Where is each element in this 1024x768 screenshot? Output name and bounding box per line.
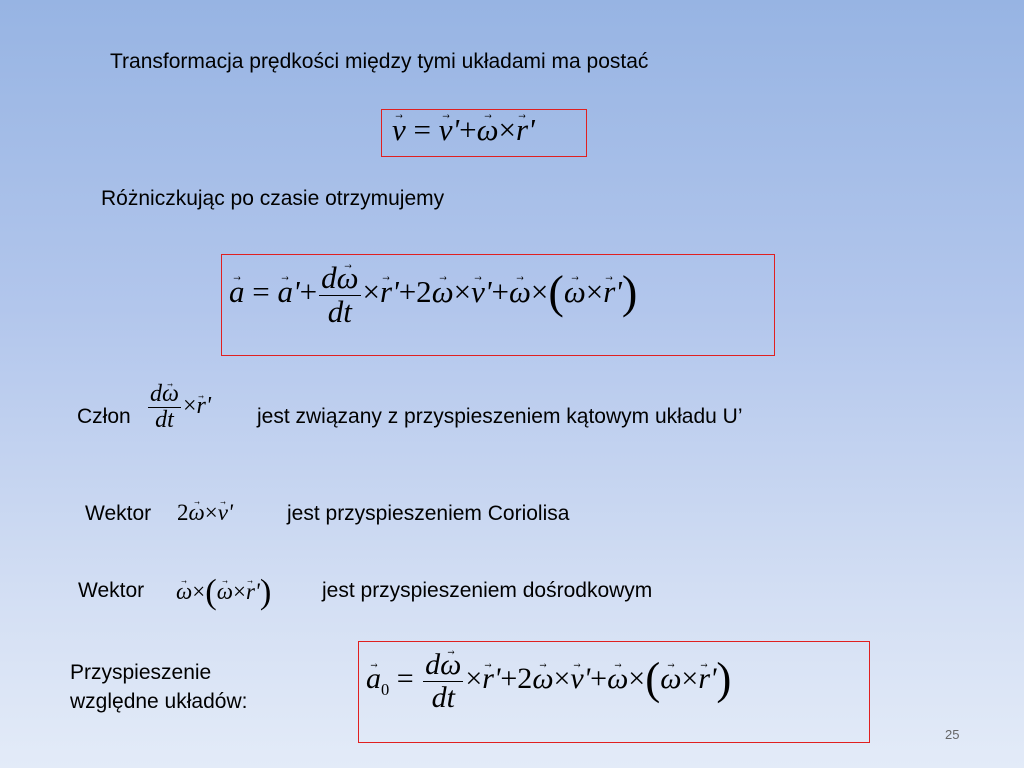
wektor-centripetal-label: Wektor bbox=[78, 579, 145, 602]
coriolis-term: 2→ ω×→ v' bbox=[177, 500, 233, 526]
centripetal-description: jest przyspieszeniem dośrodkowym bbox=[322, 579, 653, 602]
relative-acceleration-formula: → $a_0$ = $\frac{d\to \omega}{dt}$ ×→ r'+2→ ω×→ v'+→ ω×(→ ω×→ r') bbox=[366, 649, 731, 713]
czlon-description: jest związany z przyspieszeniem kątowym układu U’ bbox=[257, 405, 743, 428]
wektor-coriolis-label: Wektor bbox=[85, 502, 152, 525]
angular-acceleration-term: $\frac{d\to \omega}{dt}$ ×→ r' bbox=[146, 382, 211, 433]
velocity-formula: → v = → v'+→ ω×→ r' bbox=[392, 112, 535, 148]
czlon-label: Człon bbox=[77, 405, 131, 428]
intro-text: Transformacja prędkości między tymi układami ma postać bbox=[110, 50, 649, 73]
centripetal-term: → ω×(→ ω×→ r') bbox=[176, 573, 271, 612]
differentiation-text: Różniczkując po czasie otrzymujemy bbox=[101, 187, 445, 210]
relative-acceleration-label-line2: względne układów: bbox=[70, 690, 248, 713]
acceleration-formula: → a = → a'+ $\frac{d\to \omega}{dt}$ ×→ r'+2→ ω×→ v'+→ ω×(→ ω×→ r') bbox=[229, 262, 637, 328]
coriolis-description: jest przyspieszeniem Coriolisa bbox=[287, 502, 570, 525]
relative-acceleration-label-line1: Przyspieszenie bbox=[70, 661, 212, 684]
page-number: 25 bbox=[945, 727, 960, 742]
